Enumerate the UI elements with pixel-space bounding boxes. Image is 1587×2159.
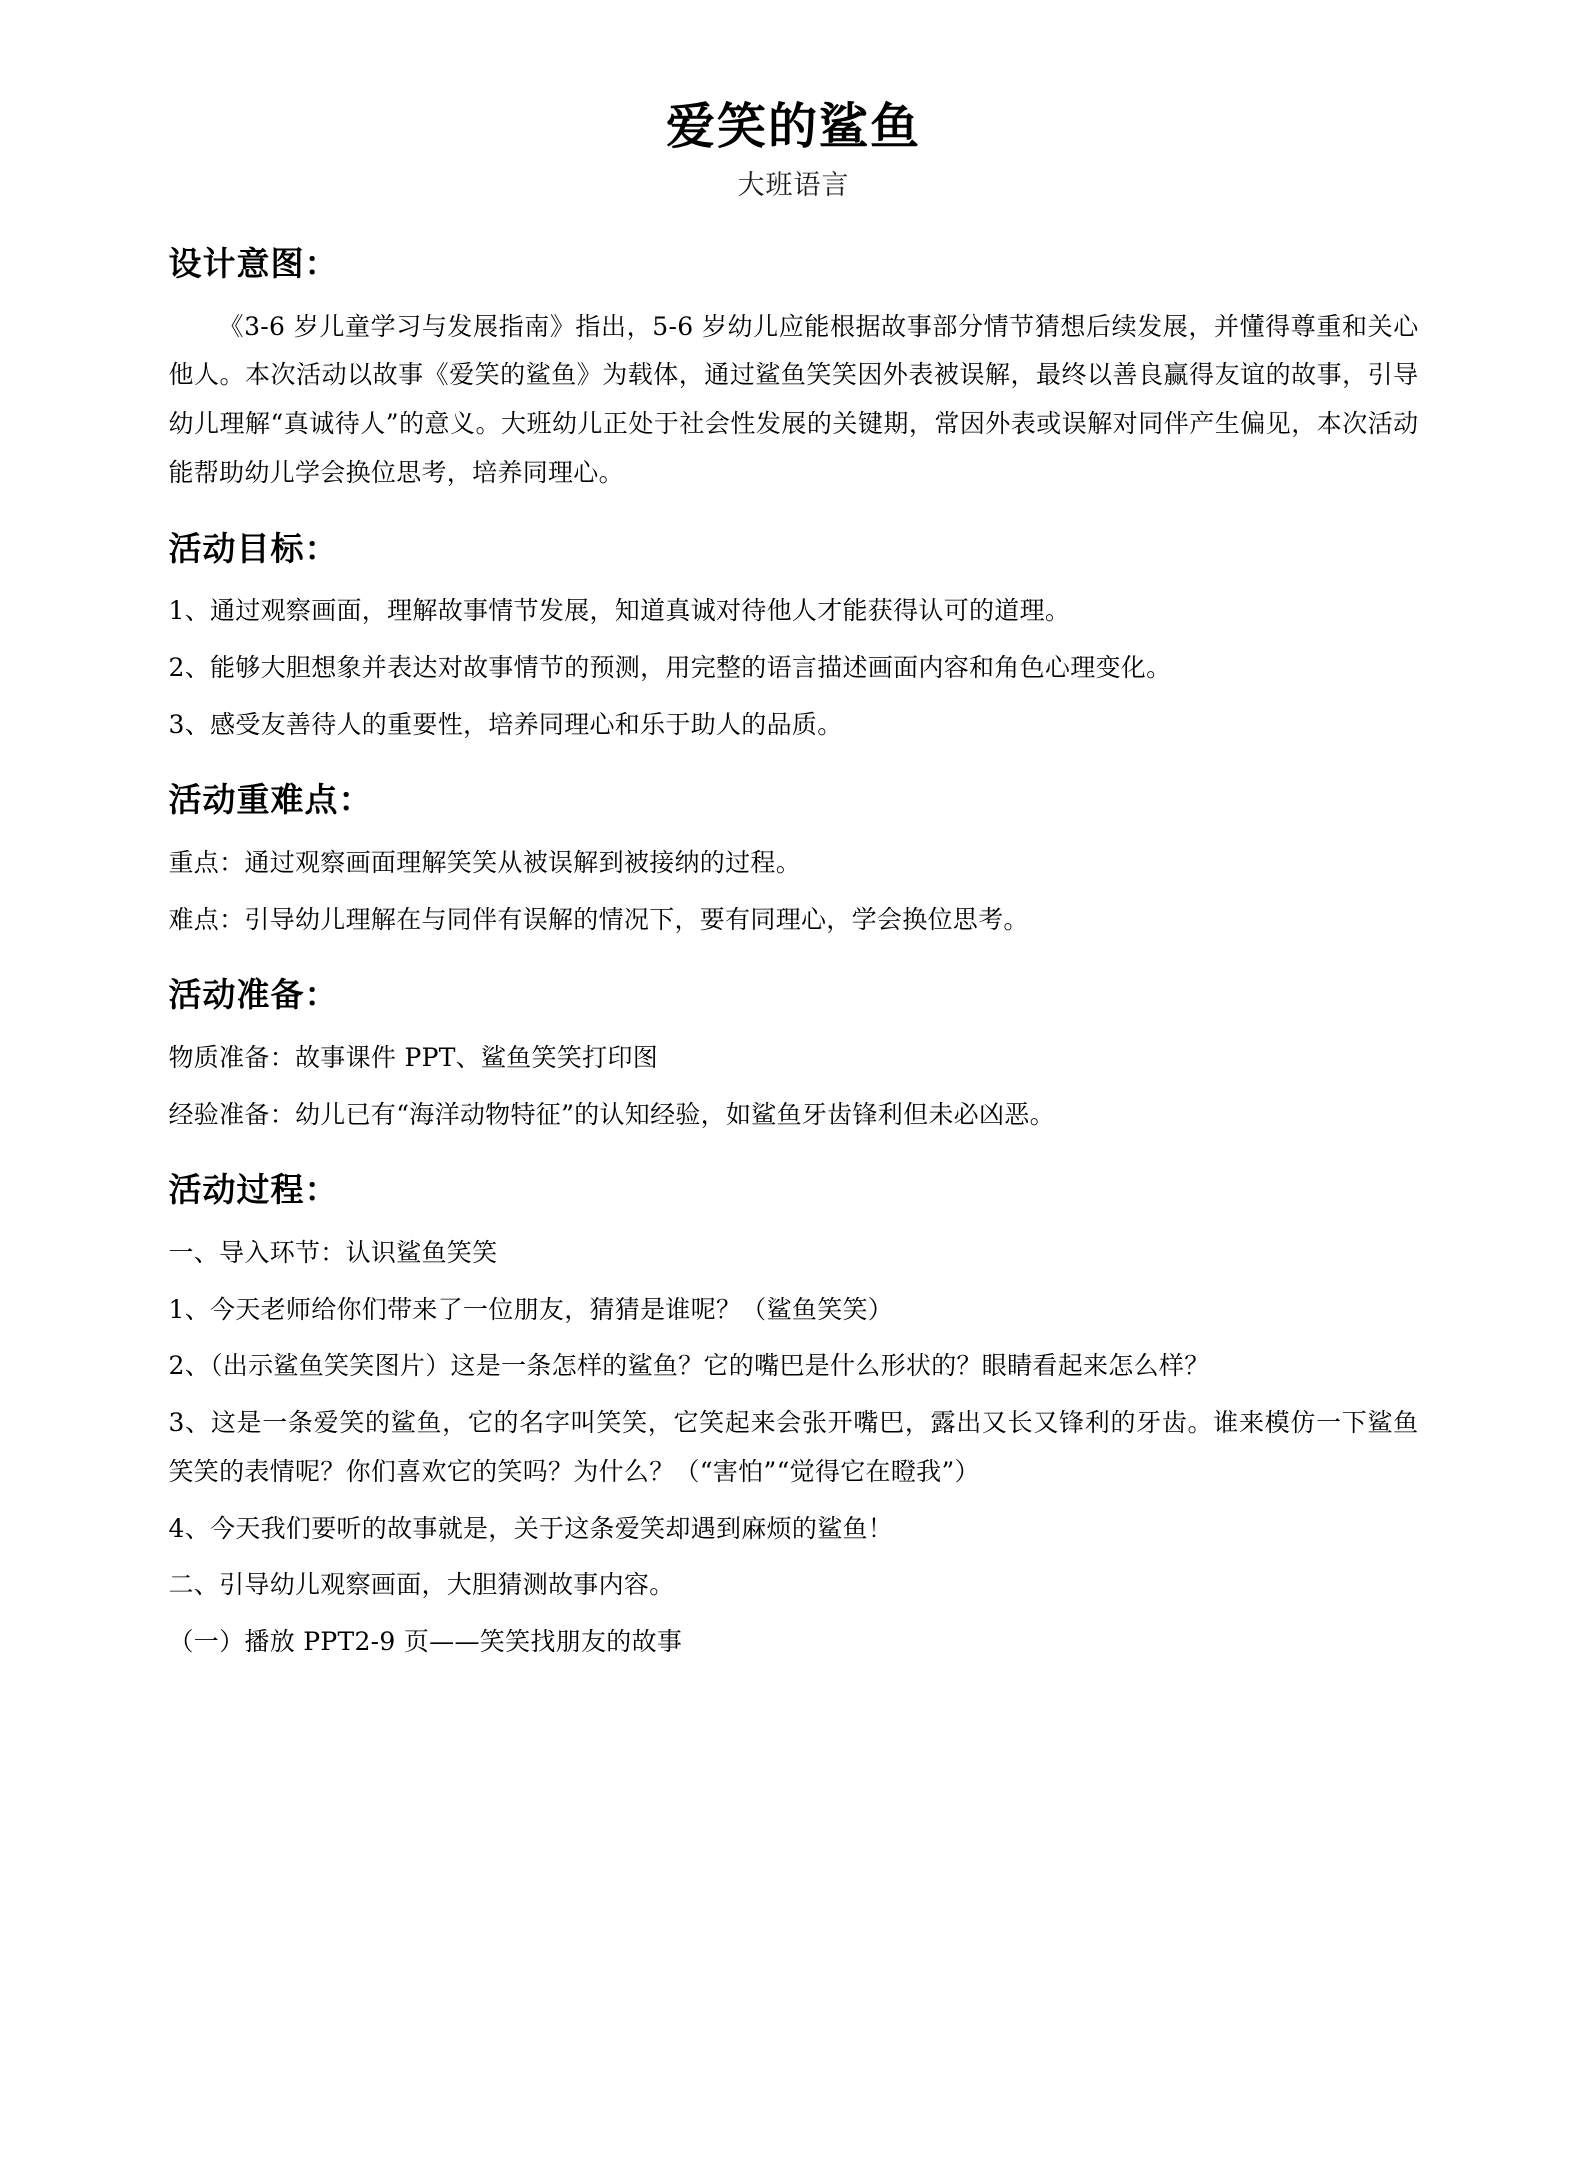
key-difficulty-item: 重点：通过观察画面理解笑笑从被误解到被接纳的过程。 [168,847,802,877]
objective-item: 3、感受友善待人的重要性，培养同理心和乐于助人的品质。 [168,709,843,739]
preparation-item: 经验准备：幼儿已有“海洋动物特征”的认知经验，如鲨鱼牙齿锋利但未必凶恶。 [168,1099,1055,1129]
preparation-item: 物质准备：故事课件 PPT、鲨鱼笑笑打印图 [168,1042,659,1072]
objective-item: 2、能够大胆想象并表达对故事情节的预测，用完整的语言描述画面内容和角色心理变化。 [168,652,1172,682]
process-item: 4、今天我们要听的故事就是，关于这条爱笑却遇到麻烦的鲨鱼！ [168,1513,894,1543]
section-heading-design-intent: 设计意图： [168,244,339,284]
key-difficulty-item: 难点：引导幼儿理解在与同伴有误解的情况下，要有同理心，学会换位思考。 [168,904,1029,934]
objective-item: 1、通过观察画面，理解故事情节发展，知道真诚对待他人才能获得认可的道理。 [168,596,1071,626]
process-item: 一、导入环节：认识鲨鱼笑笑 [168,1237,498,1267]
process-item: 2、（出示鲨鱼笑笑图片）这是一条怎样的鲨鱼？它的嘴巴是什么形状的？眼睛看起来怎么样？ [168,1351,1210,1381]
section-heading-objectives: 活动目标： [168,528,339,568]
page-subtitle: 大班语言 [737,170,850,202]
design-intent-paragraph: 《3-6 岁儿童学习与发展指南》指出，5-6 岁幼儿应能根据故事部分情节猜想后续发展，并懂得尊重和关心他人。本次活动以故事《爱笑的鲨鱼》为载体，通过鲨鱼笑笑因外表被误解，最终以善良赢得友谊的故事，引导幼儿理解“真诚待人”的意义。大班幼儿正处于社会性发展的关键期，常因外表或误解对同伴产生偏见，本次活动能帮助幼儿学会换位思考，培养同理心。 [168,311,1419,487]
process-item: 1、今天老师给你们带来了一位朋友，猜猜是谁呢？（鲨鱼笑笑） [168,1294,894,1324]
process-item: 3、这是一条爱笑的鲨鱼，它的名字叫笑笑，它笑起来会张开嘴巴，露出又长又锋利的牙齿。谁来模仿一下鲨鱼笑笑的表情呢？你们喜欢它的笑吗？为什么？（“害怕”“觉得它在瞪我”） [168,1408,1419,1486]
document-content [169,0,1419,1667]
process-item: 二、引导幼儿观察画面，大胆猜测故事内容。 [168,1570,675,1600]
section-heading-preparation: 活动准备： [168,975,339,1015]
process-item: （一）播放 PPT2-9 页——笑笑找朋友的故事 [168,1627,683,1657]
page-title: 爱笑的鲨鱼 [665,97,921,155]
section-heading-key-difficulties: 活动重难点： [168,780,373,820]
section-heading-process: 活动过程： [168,1170,339,1210]
